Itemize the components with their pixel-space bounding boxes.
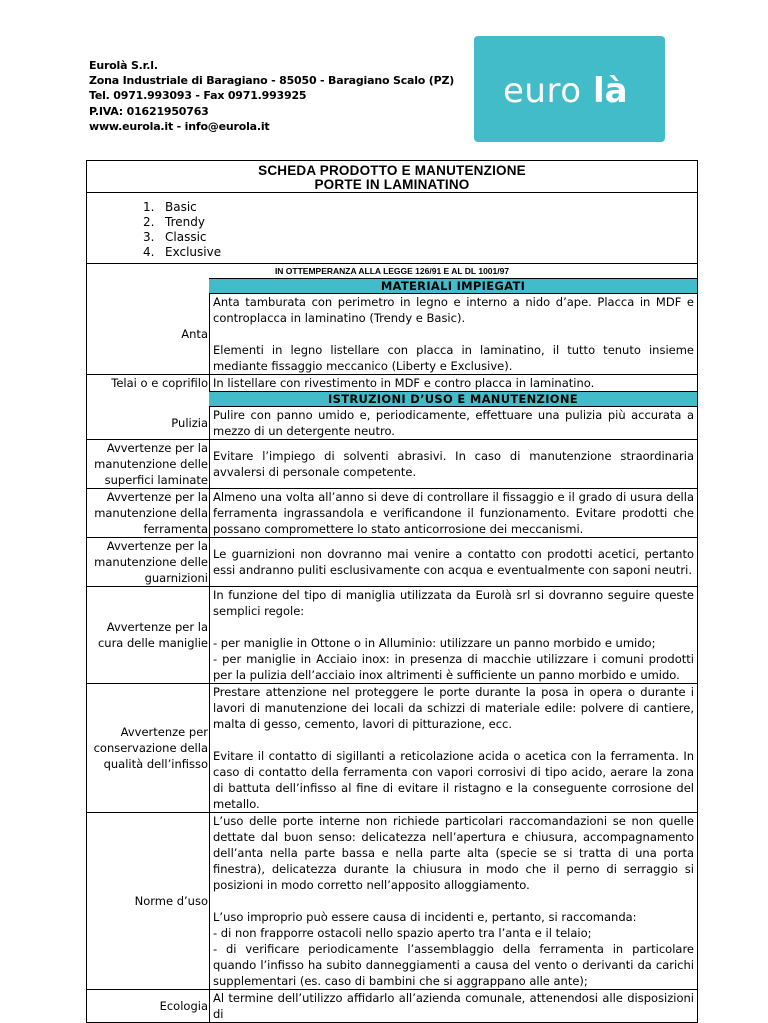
row-text: L’uso delle porte interne non richiede particolari raccomandazioni se non quelle dettate dal buon senso: delicatezza nell’apertura e chiusura, accompagnamento dell’anta nella parte bassa e nella parte alta (specie se si tratta di una porta finestra), delicatezza durante la chiusura in modo che il perno di serraggio si posizioni in modo corretto nell’apposito alloggiamento. L’uso improprio può essere causa di incidenti e, pertanto, si raccomanda: - di non frapporre ostacoli nello spazio aperto tra l’anta e il telaio; - di verificare periodicamente l’assemblaggio della ferramenta in particolare quando l’infisso ha subito danneggiamenti a causa del vento o derivanti da carichi supplementari (es. caso di bambini che si aggrappano alle ante); bbox=[210, 813, 698, 990]
model-item: 2. Trendy bbox=[143, 215, 205, 229]
model-item: 4. Exclusive bbox=[143, 245, 222, 259]
row-laminate bbox=[87, 440, 697, 489]
model-item: 3. Classic bbox=[143, 230, 207, 244]
company-vat: P.IVA: 01621950763 bbox=[89, 104, 209, 118]
materials-table bbox=[87, 294, 697, 391]
row-text: Almeno una volta all’anno si deve di controllare il fissaggio e il grado di usura della ferramenta ingrassandola e verificandone il funzionamento. Evitare prodotti che possano compromettere lo stato anticorrosione dei meccanismi. bbox=[210, 489, 698, 538]
title-line-1: SCHEDA PRODOTTO E MANUTENZIONE bbox=[258, 163, 526, 178]
section-materials: MATERIALI IMPIEGATI bbox=[209, 278, 697, 294]
row-text: Al termine dell’utilizzo affidarlo all’azienda comunale, attenendosi alle disposizioni di bbox=[210, 990, 698, 1023]
row-label: Anta bbox=[181, 327, 208, 341]
row-norme bbox=[87, 813, 697, 990]
eurola-logo bbox=[474, 36, 665, 142]
row-text: Prestare attenzione nel proteggere le porte durante la posa in opera o durante i lavori di manutenzione dei locali da schizzi di materiale edile: polvere di cantiere, malta di gesso, cemento, lavori di pitturazione, ecc. Evitare il contatto di sigillanti a reticolazione acida o acetica con la ferramenta. In caso di contatto della ferramenta con vapori corrosivi di tipo acido, aerare la zona di battuta dell’infisso al fine di evitare il ristagno e la conseguente corrosione del metallo. bbox=[210, 684, 698, 813]
company-name: Eurolà S.r.l. bbox=[89, 59, 158, 72]
row-label: Avvertenze per la cura delle maniglie bbox=[87, 587, 210, 684]
company-address: Zona Industriale di Baragiano - 85050 - Baragiano Scalo (PZ) bbox=[89, 74, 455, 88]
row-label: Telai o e coprifilo bbox=[87, 375, 210, 392]
legal-reference: IN OTTEMPERANZA ALLA LEGGE 126/91 E AL DL 1001/97 bbox=[87, 263, 697, 278]
row-anta bbox=[87, 294, 697, 375]
row-ecologia bbox=[87, 990, 697, 1023]
row-infisso bbox=[87, 684, 697, 813]
models-list bbox=[87, 193, 697, 260]
row-telai bbox=[87, 375, 697, 392]
row-text: Pulire con panno umido e, periodicamente, effettuare una pulizia più accurata a mezzo di un detergente neutro. bbox=[210, 407, 698, 440]
title-line-2: PORTE IN LAMINATINO bbox=[314, 176, 470, 192]
company-web: www.eurola.it - info@eurola.it bbox=[89, 119, 270, 133]
row-guarnizioni bbox=[87, 538, 697, 587]
row-text: Evitare l’impiego di solventi abrasivi. In caso di manutenzione straordinaria avvalersi di personale competente. bbox=[210, 440, 698, 489]
row-label: Ecologia bbox=[87, 990, 210, 1023]
company-info bbox=[89, 58, 454, 134]
row-maniglie bbox=[87, 587, 697, 684]
row-label: Avvertenze per la manutenzione della ferramenta bbox=[87, 489, 210, 538]
row-label: Avvertenze per la manutenzione delle guarnizioni bbox=[87, 538, 210, 587]
row-pulizia bbox=[87, 407, 697, 440]
row-text: Le guarnizioni non dovranno mai venire a contatto con prodotti acetici, pertanto essi andranno puliti esclusivamente con acqua e eventualmente con saponi neutri. bbox=[210, 538, 698, 587]
sheet-title bbox=[87, 161, 697, 191]
row-label: Avvertenze per la manutenzione delle superfici laminate bbox=[87, 440, 210, 489]
row-text: In funzione del tipo di maniglia utilizzata da Eurolà srl si dovranno seguire queste semplici regole: - per maniglie in Ottone o in Alluminio: utilizzare un panno morbido e umido; - per maniglie in Acciaio inox: in presenza di macchie utilizzare i comuni prodotti per la pulizia dell’acciaio inox altrimenti è sufficiente un panno morbido e umido. bbox=[210, 587, 698, 684]
row-label: Norme d’uso bbox=[87, 813, 210, 990]
row-text: Anta tamburata con perimetro in legno e interno a nido d’ape. Placca in MDF e controplacca in laminatino (Trendy e Basic). Elementi in legno listellare con placca in laminatino, il tutto tenuto insieme mediante fissaggio meccanico (Liberty e Exclusive). bbox=[210, 294, 698, 375]
row-label: Avvertenze per conservazione della qualità dell’infisso bbox=[87, 684, 210, 813]
section-instructions: ISTRUZIONI D’USO E MANUTENZIONE bbox=[209, 391, 697, 407]
instructions-table bbox=[87, 407, 697, 1022]
logo-text-bold: là bbox=[592, 71, 628, 111]
eurola-logo-wordmark bbox=[495, 64, 645, 114]
logo-text-light: euro bbox=[502, 71, 581, 111]
row-text: In listellare con rivestimento in MDF e contro placca in laminatino. bbox=[210, 375, 698, 392]
product-sheet bbox=[86, 160, 698, 1023]
model-item: 1. Basic bbox=[143, 200, 197, 214]
company-phone: Tel. 0971.993093 - Fax 0971.993925 bbox=[89, 89, 307, 103]
row-ferramenta bbox=[87, 489, 697, 538]
row-label: Pulizia bbox=[171, 416, 208, 430]
